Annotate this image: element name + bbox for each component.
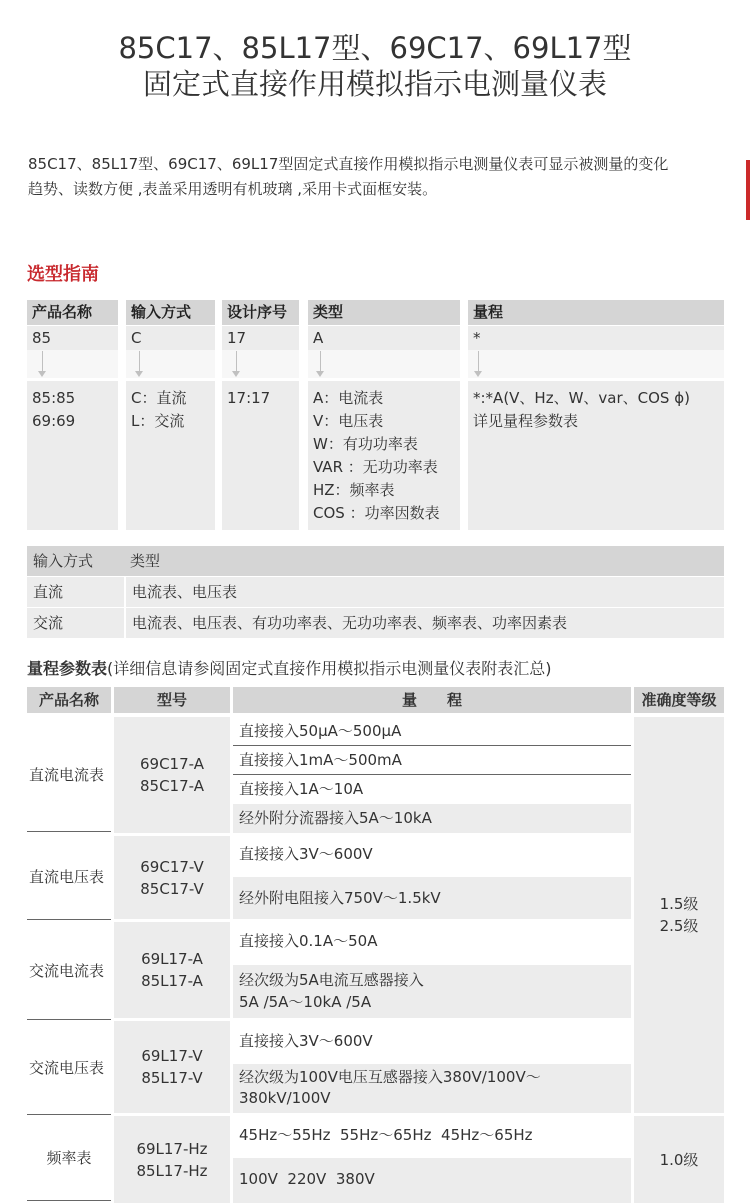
range-line: 5A /5A～10kA /5A <box>239 993 372 1011</box>
accuracy-cell <box>634 717 724 1113</box>
sel-desc-line: 69:69 <box>32 412 76 430</box>
page-title-line2: 固定式直接作用模拟指示电测量仪表 <box>142 67 607 101</box>
intro-line2: 趋势、读数方便 ,表盖采用透明有机玻璃 ,采用卡式面框安装。 <box>28 180 438 198</box>
table-cell: 电流表、电压表 <box>124 577 724 607</box>
product-name-cell: 交流电压表 <box>29 1058 105 1077</box>
sel-code-product: 85 <box>27 326 118 350</box>
table-cell: 直流 <box>33 583 64 601</box>
range-header-product: 产品名称 <box>27 687 111 713</box>
down-arrow-icon <box>139 351 140 373</box>
model-cell <box>114 836 230 919</box>
sel-desc-design <box>222 381 299 530</box>
range-line: 经次级为100V电压互感器接入380V/100V～ <box>239 1068 541 1086</box>
table-row <box>27 608 724 638</box>
product-name-cell: 交流电流表 <box>29 961 105 980</box>
sel-header-range: 量程 <box>468 300 724 325</box>
model-value: 85L17-V <box>141 1069 203 1087</box>
sel-desc-line: *:*A(V、Hz、W、var、COS ϕ) <box>473 389 690 407</box>
model-value: 85L17-A <box>141 972 203 990</box>
model-value: 85C17-A <box>140 777 204 795</box>
table-header-cell: 输入方式 <box>33 552 94 570</box>
input-type-table <box>27 546 724 638</box>
range-cell: 100V 220V 380V <box>233 1158 631 1203</box>
red-edge-marker <box>746 160 750 220</box>
sel-code-design: 17 <box>222 326 299 350</box>
model-value: 85C17-V <box>140 879 204 898</box>
sel-header-input: 输入方式 <box>126 300 215 325</box>
down-arrow-icon <box>320 351 321 373</box>
sel-desc-line: L：交流 <box>131 412 185 430</box>
down-arrow-icon <box>42 351 43 373</box>
sel-desc-line: 17:17 <box>227 389 271 407</box>
intro-line1: 85C17、85L17型、69C17、69L17型固定式直接作用模拟指示电测量仪表可显示被测量的变化 <box>28 155 669 173</box>
divider <box>27 1114 111 1115</box>
table-row <box>27 577 724 607</box>
range-cell: 直接接入3V～600V <box>239 845 373 863</box>
sel-code-range: * <box>468 326 724 350</box>
table-cell: 交流 <box>33 614 64 632</box>
sel-desc-line: C：直流 <box>131 389 187 407</box>
table-cell: 电流表、电压表、有功功率表、无功功率表、频率表、功率因素表 <box>124 608 724 638</box>
sel-code-input: C <box>126 326 215 350</box>
table-header-row <box>27 546 724 576</box>
model-cell <box>114 717 230 833</box>
range-line: 380kV/100V <box>239 1089 331 1107</box>
range-cell: 直接接入50μA～500μA <box>239 722 402 740</box>
table-header-cell: 类型 <box>130 552 161 570</box>
range-table-title-bold: 量程参数表 <box>27 659 108 678</box>
model-cell <box>114 922 230 1018</box>
range-table-subtitle: (详细信息请参阅固定式直接作用模拟指示电测量仪表附表汇总) <box>107 659 552 678</box>
sel-desc-line: A：电流表 <box>313 389 384 407</box>
sel-desc-line: W：有功功率表 <box>313 435 418 453</box>
range-cell: 经外附分流器接入5A～10kA <box>233 804 631 833</box>
divider <box>27 919 111 920</box>
range-header-accuracy: 准确度等级 <box>634 687 724 713</box>
sel-desc-line: VAR ：无功功率表 <box>313 458 438 476</box>
sel-desc-line: 详见量程参数表 <box>473 412 579 430</box>
model-value: 69C17-V <box>140 857 204 876</box>
model-value: 69L17-V <box>141 1047 203 1065</box>
range-cell: 经外附电阻接入750V～1.5kV <box>233 877 631 919</box>
sel-desc-line: HZ：频率表 <box>313 481 395 499</box>
sel-header-type: 类型 <box>308 300 460 325</box>
accuracy-value: 1.0级 <box>659 1150 699 1169</box>
product-name-cell: 频率表 <box>46 1149 92 1167</box>
down-arrow-icon <box>478 351 479 373</box>
model-cell <box>114 1116 230 1203</box>
product-name-cell: 直流电流表 <box>29 765 105 784</box>
sel-desc-range <box>468 381 724 530</box>
product-name-cell: 直流电压表 <box>29 867 105 886</box>
range-cell: 直接接入3V～600V <box>239 1032 373 1050</box>
page-title-line1: 85C17、85L17型、69C17、69L17型 <box>118 31 632 65</box>
model-value: 69C17-A <box>140 755 204 773</box>
range-table-title <box>27 656 552 679</box>
range-cell: 直接接入1mA～500mA <box>239 751 402 769</box>
range-cell <box>233 965 631 1018</box>
accuracy-cell <box>634 1116 724 1203</box>
range-cell: 直接接入0.1A～50A <box>239 932 378 950</box>
sel-desc-line: COS ：功率因数表 <box>313 504 440 522</box>
divider <box>27 1200 111 1201</box>
sel-gap <box>308 350 460 378</box>
model-value: 69L17-Hz <box>136 1139 208 1158</box>
sel-code-type: A <box>308 326 460 350</box>
accuracy-value: 1.5级 <box>659 895 699 913</box>
sel-desc-type <box>308 381 460 530</box>
divider <box>27 1019 111 1020</box>
range-header-range: 量 程 <box>233 687 631 713</box>
sel-desc-input <box>126 381 215 530</box>
sel-desc-line: V：电压表 <box>313 412 384 430</box>
down-arrow-icon <box>236 351 237 373</box>
range-cell <box>233 1064 631 1113</box>
model-value: 69L17-A <box>141 950 203 968</box>
sel-desc-product <box>27 381 118 530</box>
range-cell: 直接接入1A～10A <box>239 780 364 798</box>
selection-guide-title: 选型指南 <box>27 264 99 285</box>
model-value: 85L17-Hz <box>136 1161 208 1180</box>
sel-header-product: 产品名称 <box>27 300 118 325</box>
range-line: 经次级为5A电流互感器接入 <box>239 971 424 989</box>
model-cell <box>114 1021 230 1113</box>
range-header-model: 型号 <box>114 687 230 713</box>
range-cell: 45Hz～55Hz 55Hz～65Hz 45Hz～65Hz <box>239 1126 533 1144</box>
accuracy-value: 2.5级 <box>659 917 699 935</box>
divider <box>27 831 111 832</box>
sel-desc-line: 85:85 <box>32 389 76 407</box>
sel-gap <box>468 350 724 378</box>
sel-header-design: 设计序号 <box>222 300 299 325</box>
